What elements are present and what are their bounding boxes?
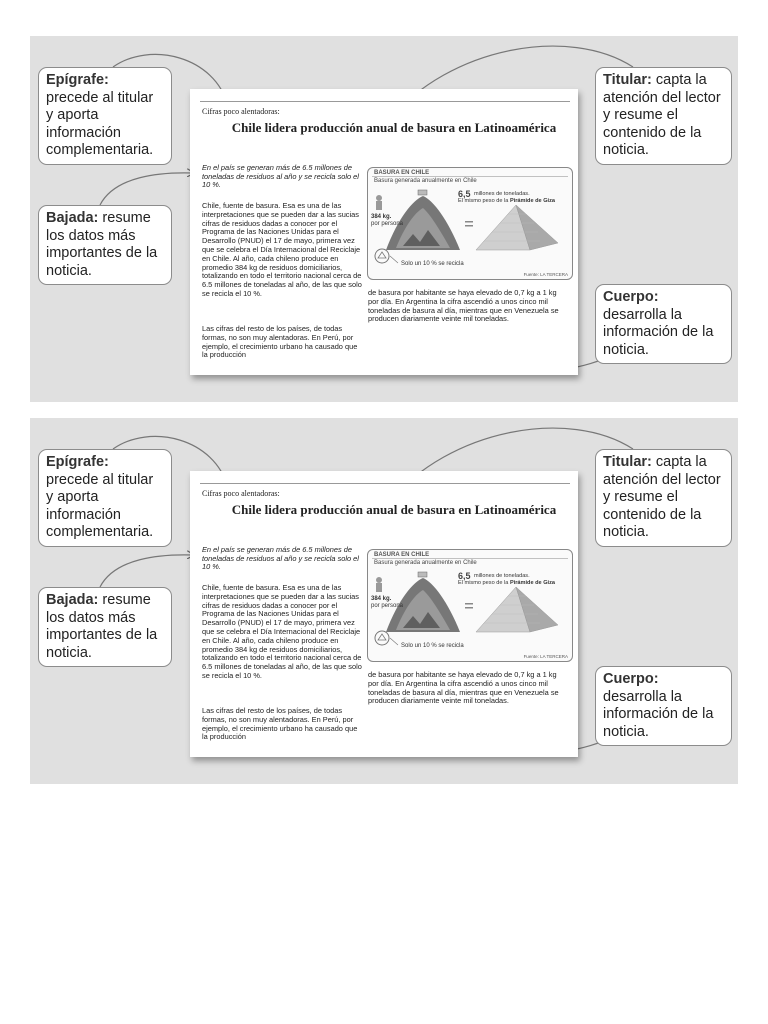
callout-term: Bajada: bbox=[46, 210, 99, 226]
callout-epigrafe bbox=[38, 67, 172, 165]
infographic-pyramid-text bbox=[458, 198, 555, 204]
pyramid-text-bold: Pirámide de Giza bbox=[509, 198, 556, 204]
infographic-big-number-text: millones de toneladas. bbox=[474, 573, 530, 579]
infographic-big-number: 6,5 bbox=[458, 571, 471, 581]
callout-term: Epígrafe: bbox=[46, 72, 109, 88]
pyramid-text-prefix: El mismo peso de la bbox=[458, 580, 509, 586]
scale-icon bbox=[465, 603, 473, 609]
trash-pile-illustration bbox=[386, 190, 460, 250]
callout-term: Cuerpo: bbox=[603, 671, 659, 687]
pyramid-text-bold: Pirámide de Giza bbox=[509, 580, 556, 586]
infographic-big-number-text: millones de toneladas. bbox=[474, 191, 530, 197]
news-clipping bbox=[190, 471, 578, 757]
infographic-source: Fuente: LA TERCERA bbox=[523, 654, 568, 659]
callout-text: capta la atención del lector y resume el contenido de la noticia. bbox=[603, 72, 721, 158]
infographic-subtitle: Basura generada anualmente en Chile bbox=[374, 560, 477, 566]
infographic-per-person-label: por persona bbox=[371, 603, 404, 609]
news-body: Las cifras del resto de los países, de todas formas, no son muy alentadoras. En Perú, por ejemplo, el crecimiento urbano ha causado que la producción bbox=[202, 324, 358, 360]
callout-text: capta la atención del lector y resume el contenido de la noticia. bbox=[603, 454, 721, 540]
person-icon bbox=[376, 577, 382, 592]
callout-term: Bajada: bbox=[46, 592, 99, 608]
infographic-per-person-label: por persona bbox=[371, 221, 404, 227]
infographic-subtitle: Basura generada anualmente en Chile bbox=[374, 178, 477, 184]
recycle-icon bbox=[375, 249, 389, 263]
news-epigrafe: Cifras poco alentadoras: bbox=[202, 489, 280, 498]
infographic-per-person-value: 384 kg. bbox=[371, 596, 392, 602]
pyramid-illustration bbox=[476, 587, 558, 632]
callout-term: Titular: bbox=[603, 72, 652, 88]
news-bajada: En el país se generan más de 6.5 millones de toneladas de residuos al año y se recicla solo el 10 %. bbox=[202, 545, 359, 572]
news-body: Chile, fuente de basura. Esa es una de las interpretaciones que se pueden dar a las sucias cifras de residuos dadas a conocer por el Programa de las Naciones Unidas para el Desarrollo (PNUD) el 17 de mayo, primera vez que se celebra el Día Internacional del Reciclaje en Chile. Al año, cada chileno produce en promedio 384 kg de residuos domiciliarios, totalizando en todo el territorio nacional cerca de 6.5 millones de toneladas al año, de las que solo se recicla el 10 %. bbox=[202, 583, 362, 680]
infographic bbox=[367, 167, 573, 280]
callout-text: desarrolla la información de la noticia. bbox=[603, 688, 714, 740]
news-body: Chile, fuente de basura. Esa es una de las interpretaciones que se pueden dar a las sucias cifras de residuos dadas a conocer por el Programa de las Naciones Unidas para el Desarrollo (PNUD) el 17 de mayo, primera vez que se celebra el Día Internacional del Reciclaje en Chile. Al año, cada chileno produce en promedio 384 kg de residuos domiciliarios, totalizando en todo el territorio nacional cerca de 6.5 millones de toneladas al año, de las que solo se recicla el 10 %. bbox=[202, 201, 362, 298]
callout-text: resume los datos más importantes de la noticia. bbox=[46, 592, 158, 661]
callout-text: precede al titular y aporta información complementaria. bbox=[46, 89, 154, 158]
example-panel-1 bbox=[30, 36, 738, 402]
callout-bajada bbox=[38, 587, 172, 667]
callout-term: Titular: bbox=[603, 454, 652, 470]
news-title: Chile lidera producción anual de basura en Latinoamérica bbox=[231, 120, 557, 135]
callout-term: Epígrafe: bbox=[46, 454, 109, 470]
trash-pile-illustration bbox=[386, 572, 460, 632]
divider bbox=[200, 101, 570, 102]
example-panel-2 bbox=[30, 418, 738, 784]
callout-titular bbox=[595, 67, 732, 165]
news-epigrafe: Cifras poco alentadoras: bbox=[202, 107, 280, 116]
infographic-pyramid-text bbox=[458, 580, 555, 586]
callout-epigrafe bbox=[38, 449, 172, 547]
infographic-source: Fuente: LA TERCERA bbox=[523, 272, 568, 277]
pyramid-text-prefix: El mismo peso de la bbox=[458, 198, 509, 204]
infographic-recycle-note: Solo un 10 % se recicla bbox=[401, 261, 464, 267]
callout-text: resume los datos más importantes de la noticia. bbox=[46, 210, 158, 279]
news-bajada: En el país se generan más de 6.5 millones de toneladas de residuos al año y se recicla solo el 10 %. bbox=[202, 163, 359, 190]
callout-cuerpo bbox=[595, 284, 732, 364]
infographic-per-person-value: 384 kg. bbox=[371, 214, 392, 220]
infographic-title: BASURA EN CHILE bbox=[374, 552, 430, 558]
callout-titular bbox=[595, 449, 732, 547]
infographic-title: BASURA EN CHILE bbox=[374, 170, 430, 176]
pyramid-illustration bbox=[476, 205, 558, 250]
news-body: de basura por habitante se haya elevado de 0,7 kg a 1 kg por día. En Argentina la cifra ascendió a unos cinco mil toneladas de basura al día, mientras que en Venezuela se producen diariamente veinte mil toneladas. bbox=[368, 670, 559, 706]
news-clipping bbox=[190, 89, 578, 375]
callout-term: Cuerpo: bbox=[603, 289, 659, 305]
infographic bbox=[367, 549, 573, 662]
recycle-icon bbox=[375, 631, 389, 645]
divider bbox=[200, 483, 570, 484]
infographic-big-number: 6,5 bbox=[458, 189, 471, 199]
person-icon bbox=[376, 195, 382, 210]
callout-text: precede al titular y aporta información complementaria. bbox=[46, 471, 154, 540]
news-body: de basura por habitante se haya elevado de 0,7 kg a 1 kg por día. En Argentina la cifra ascendió a unos cinco mil toneladas de basura al día, mientras que en Venezuela se producen diariamente veinte mil toneladas. bbox=[368, 288, 559, 324]
infographic-recycle-note: Solo un 10 % se recicla bbox=[401, 643, 464, 649]
callout-bajada bbox=[38, 205, 172, 285]
callout-text: desarrolla la información de la noticia. bbox=[603, 306, 714, 358]
callout-cuerpo bbox=[595, 666, 732, 746]
scale-icon bbox=[465, 221, 473, 227]
news-body: Las cifras del resto de los países, de todas formas, no son muy alentadoras. En Perú, por ejemplo, el crecimiento urbano ha causado que la producción bbox=[202, 706, 358, 742]
news-title: Chile lidera producción anual de basura en Latinoamérica bbox=[231, 502, 557, 517]
